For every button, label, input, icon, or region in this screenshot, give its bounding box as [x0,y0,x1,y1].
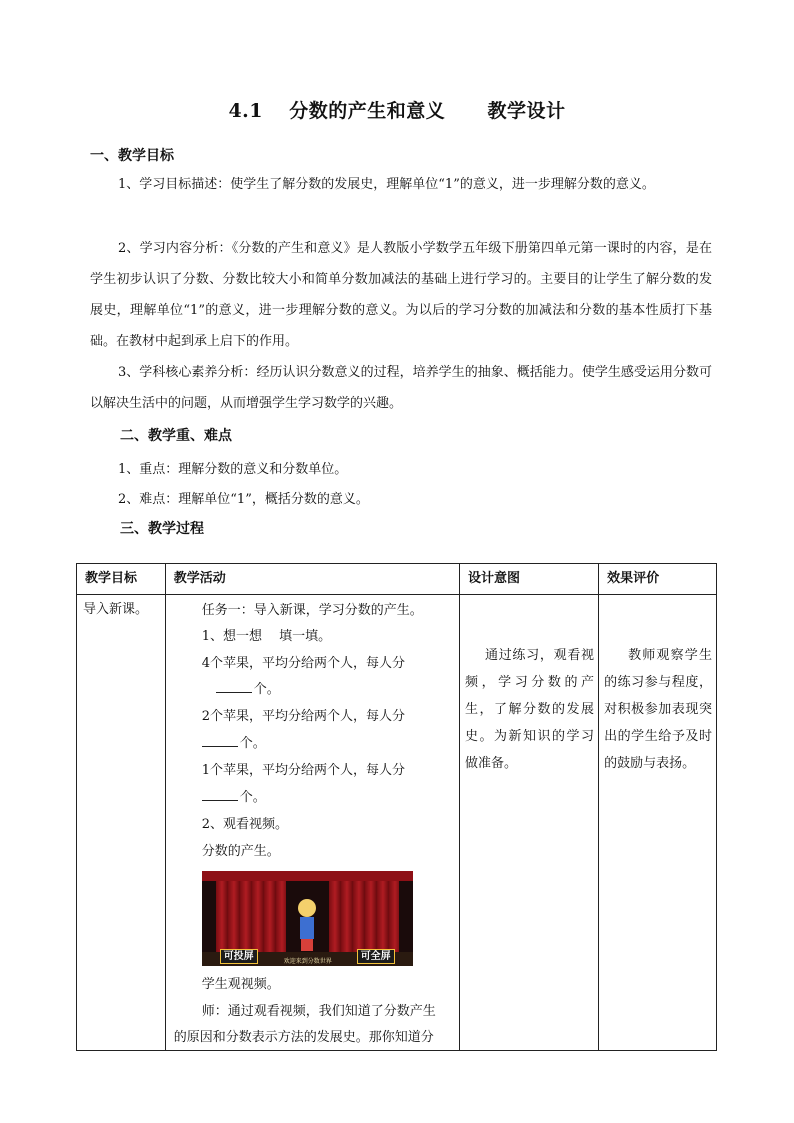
header-effect: 效果评价 [599,564,717,595]
answer-blank[interactable] [216,678,252,693]
cast-screen-button[interactable]: 可投屏 [220,949,258,964]
video-title: 分数的产生。 [201,844,280,859]
step2-line: 2、观看视频。 [201,817,288,832]
task-line: 任务一：导入新课，学习分数的产生。 [201,603,423,618]
header-activity: 教学活动 [165,564,459,595]
answer-blank[interactable] [202,732,238,747]
section2-heading: 二、教学重、难点 [120,428,232,444]
table-row [77,595,717,1051]
answer-2: 个。 [202,732,266,751]
question-1: 4个苹果，平均分给两个人，每人分 [201,656,405,671]
title-topic: 分数的产生和意义 [289,100,446,122]
section1-heading: 一、教学目标 [90,148,174,164]
process-table [76,563,717,1051]
answer-blank[interactable] [202,786,238,801]
header-intent: 设计意图 [459,564,598,595]
watch-line: 学生观视频。 [201,977,280,992]
key-point: 1、重点：理解分数的意义和分数单位。 [118,462,348,477]
teacher-line-1: 师：通过观看视频，我们知道了分数产生 [201,1004,436,1019]
cartoon-character-icon [294,899,320,951]
difficulty: 2、难点：理解单位“1”，概括分数的意义。 [118,492,369,507]
effect-cell: 教师观察学生的练习参与程度，对积极参加表现突出的学生给予及时的鼓励与表扬。 [599,595,717,1051]
video-thumbnail[interactable] [202,871,413,966]
goal-description: 1、学习目标描述：使学生了解分数的发展史，理解单位“1”的意义，进一步理解分数的意义。 [118,177,655,192]
header-goal: 教学目标 [77,564,166,595]
fullscreen-button[interactable]: 可全屏 [357,949,395,964]
step1-line: 1、想一想 填一填。 [201,629,332,644]
title-code: 4.1 [228,100,264,122]
table-header-row [77,564,717,595]
title-kind: 教学设计 [487,100,566,122]
intent-cell: 通过练习，观看视频，学习分数的产生，了解分数的发展史。为新知识的学习做准备。 [459,595,598,1051]
content-analysis: 2、学习内容分析：《分数的产生和意义》是人教版小学数学五年级下册第四单元第一课时的内容，是在学生初步认识了分数、分数比较大小和简单分数加减法的基础上进行学习的。主要目的让学生了解分数的发展史，理解单位“1”的意义，进一步理解分数的意义。为以后的学习分数的加减法和分数的基本性质打下基础。在教材中起到承上启下的作用。 [90,241,712,349]
page-title [0,96,794,123]
question-3: 1个苹果，平均分给两个人，每人分 [201,763,405,778]
answer-3: 个。 [202,786,266,805]
section3-heading: 三、教学过程 [120,521,204,537]
video-caption: 欢迎来到分数世界 [283,958,332,965]
activity-cell [165,595,459,1051]
curtain-valance [202,871,413,881]
literacy-analysis: 3、学科核心素养分析：经历认识分数意义的过程，培养学生的抽象、概括能力。使学生感受运用分数可以解决生活中的问题，从而增强学生学习数学的兴趣。 [90,365,712,411]
goal-cell: 导入新课。 [77,595,166,1051]
question-2: 2个苹果，平均分给两个人，每人分 [201,709,405,724]
teacher-line-2: 的原因和分数表示方法的发展史。那你知道分 [173,1030,434,1045]
answer-1: 个。 [216,678,280,697]
